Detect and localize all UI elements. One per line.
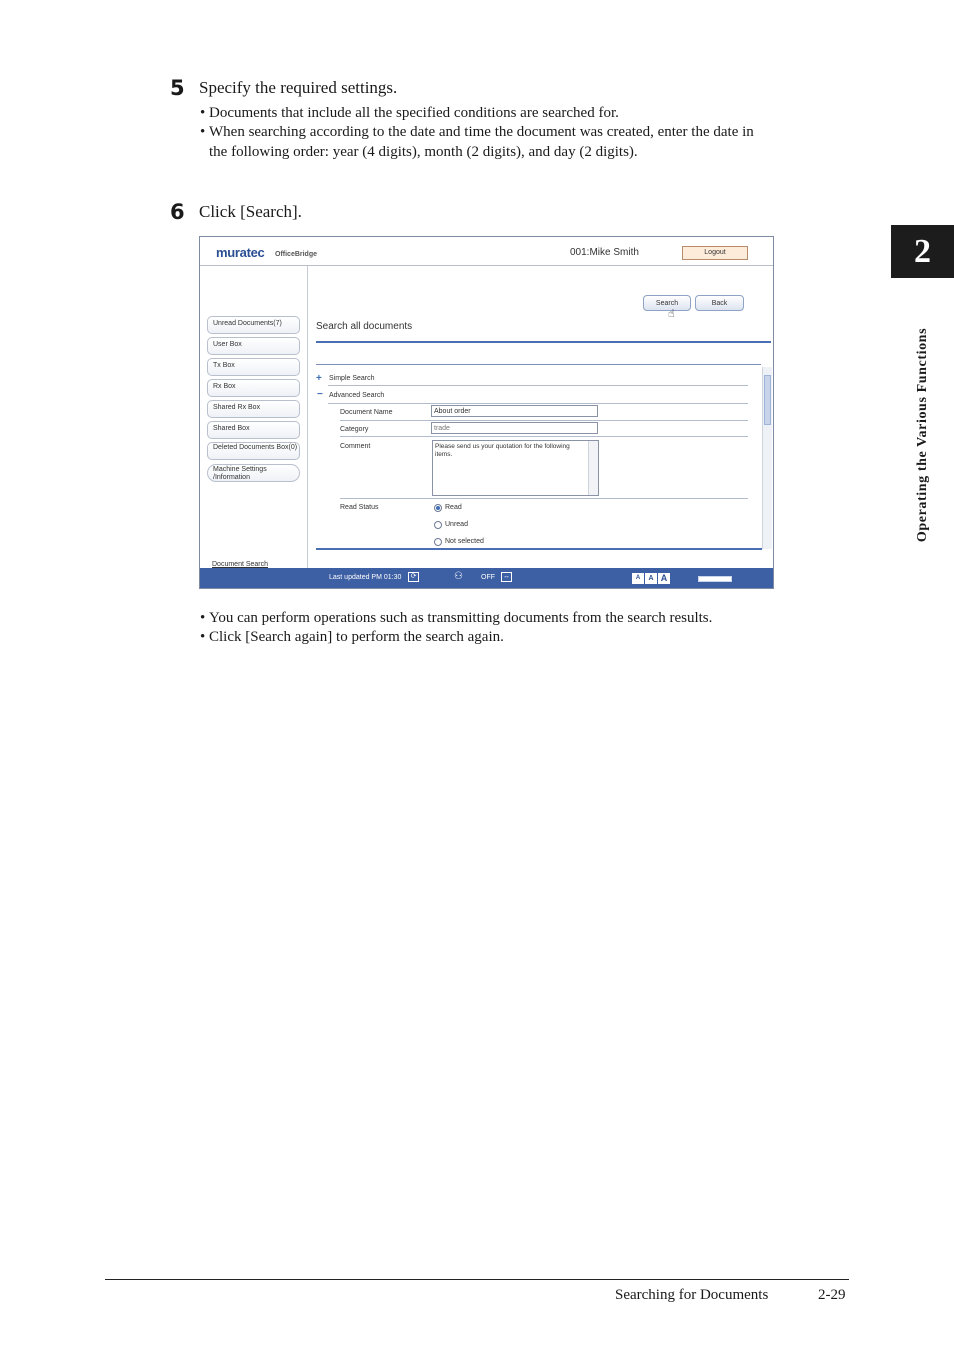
read-status-label: Read Status — [340, 504, 379, 511]
last-updated: Last updated PM 01:30 — [329, 574, 402, 581]
plus-icon[interactable]: + — [316, 373, 322, 384]
bullet-text: You can perform operations such as transmitting documents from the search results. — [209, 610, 713, 626]
step-5-bullet-2-continued: the following order: year (4 digits), month (2 digits), and day (2 digits). — [209, 144, 638, 160]
category-label: Category — [340, 426, 369, 433]
muratec-logo: muratec — [216, 245, 265, 260]
note-bullet-2: • Click [Search again] to perform the search again. — [200, 629, 504, 645]
vertical-scrollbar[interactable] — [762, 367, 772, 549]
back-button[interactable]: Back — [695, 295, 744, 311]
left-navigation — [200, 266, 308, 568]
document-search-link[interactable]: Document Search — [212, 561, 269, 568]
not-selected-radio[interactable] — [434, 538, 442, 546]
bullet-text: When searching according to the date and time the document was created, enter the date in — [209, 124, 754, 140]
heading-rule — [316, 341, 771, 343]
step-5-bullet-1: • Documents that include all the specified conditions are searched for. — [200, 105, 619, 121]
footer-rule — [105, 1279, 849, 1280]
nav-deleted-documents[interactable]: Deleted Documents Box(0) — [207, 442, 300, 460]
nav-unread-documents[interactable]: Unread Documents(7) — [207, 316, 300, 334]
category-input[interactable]: trade — [431, 422, 598, 434]
refresh-icon[interactable]: ⟳ — [408, 572, 419, 582]
step-5-bullet-2: • When searching according to the date and time the document was created, enter the date in — [200, 124, 754, 140]
nav-user-box[interactable]: User Box — [207, 337, 300, 355]
comment-label: Comment — [340, 443, 371, 450]
chapter-side-title — [910, 290, 936, 580]
chapter-tab: 2 — [891, 225, 954, 278]
unread-option-label: Unread — [445, 521, 468, 528]
font-large-button[interactable]: A — [658, 573, 670, 584]
panel-bottom-rule — [316, 548, 762, 550]
logout-button[interactable]: Logout — [682, 246, 748, 260]
document-name-label: Document Name — [340, 409, 393, 416]
status-bar — [200, 568, 773, 588]
minus-icon[interactable]: − — [317, 389, 323, 400]
progress-indicator — [698, 576, 732, 582]
app-header — [200, 237, 773, 266]
hand-cursor-icon: ☝ — [668, 308, 675, 320]
divider — [340, 420, 748, 421]
document-name-input[interactable]: About order — [431, 405, 598, 417]
step-6-text: Click [Search]. — [199, 202, 302, 221]
not-selected-option-label: Not selected — [445, 538, 484, 545]
nav-shared-box[interactable]: Shared Box — [207, 421, 300, 439]
comment-textarea[interactable] — [432, 440, 599, 496]
simple-search-toggle[interactable]: Simple Search — [329, 375, 375, 382]
divider — [328, 403, 748, 404]
panel-top-rule — [316, 364, 761, 365]
bullet-text: Documents that include all the specified conditions are searched for. — [209, 105, 619, 121]
auto-refresh-status: OFF — [481, 574, 495, 581]
note-bullet-1: • You can perform operations such as transmitting documents from the search results. — [200, 610, 713, 626]
chapter-side-title-text: Operating the Various Functions — [915, 327, 930, 543]
textarea-scrollbar[interactable] — [588, 441, 598, 495]
footer-section: Searching for Documents — [615, 1287, 769, 1303]
read-option-label: Read — [445, 504, 462, 511]
officebridge-logo: OfficeBridge — [275, 251, 318, 258]
bullet-text: Click [Search again] to perform the search again. — [209, 629, 504, 645]
user-name: 001:Mike Smith — [570, 247, 639, 258]
nav-shared-rx-box[interactable]: Shared Rx Box — [207, 400, 300, 418]
comment-text: Please send us your quotation for the following items. — [435, 443, 570, 458]
search-button[interactable]: Search — [643, 295, 691, 311]
search-heading: Search all documents — [316, 321, 413, 332]
step-5-number: 5 — [170, 76, 185, 100]
divider — [328, 385, 748, 386]
advanced-search-toggle[interactable]: Advanced Search — [329, 392, 385, 399]
ui-screenshot — [199, 236, 774, 589]
footer-page-number: 2-29 — [818, 1287, 846, 1303]
font-medium-button[interactable]: A — [645, 573, 657, 584]
scrollbar-thumb[interactable] — [764, 375, 771, 425]
divider — [340, 436, 748, 437]
font-small-button[interactable]: A — [632, 573, 644, 584]
unread-radio[interactable] — [434, 521, 442, 529]
nav-rx-box[interactable]: Rx Box — [207, 379, 300, 397]
nav-machine-settings[interactable]: Machine Settings /Information — [207, 464, 300, 482]
step-5-text: Specify the required settings. — [199, 78, 398, 97]
users-icon[interactable]: ⚇ — [454, 571, 463, 582]
read-radio[interactable] — [434, 504, 442, 512]
divider — [340, 498, 748, 499]
step-6-number: 6 — [170, 200, 185, 224]
toggle-icon[interactable]: ↔ — [503, 573, 510, 580]
nav-tx-box[interactable]: Tx Box — [207, 358, 300, 376]
